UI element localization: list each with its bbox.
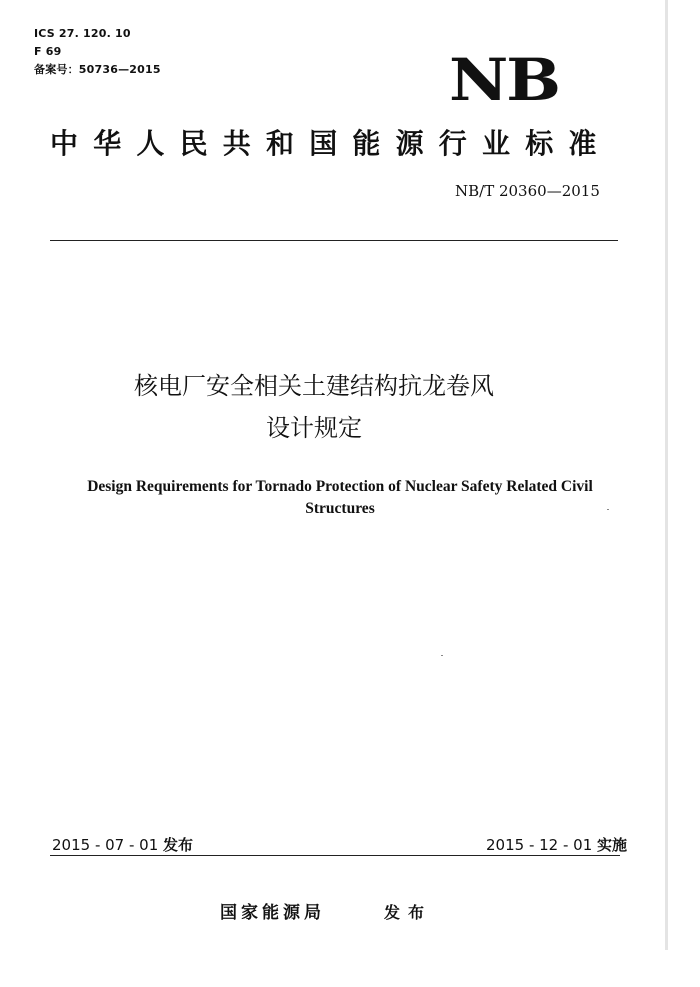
- effective-date: 2015 - 12 - 01: [486, 836, 593, 854]
- publisher: 国家能源局: [220, 903, 325, 923]
- classification-code: F 69: [34, 45, 62, 58]
- scan-speck: [607, 509, 609, 510]
- publish-label: 发布: [384, 903, 433, 922]
- filing-number: 备案号：50736—2015: [34, 63, 161, 76]
- english-title-line-2: Structures: [305, 500, 375, 517]
- issue-date-suffix: 发布: [163, 836, 194, 854]
- issue-date: 2015 - 07 - 01: [52, 836, 159, 854]
- standard-category-title: 中华人民共和国能源行业标准: [50, 127, 612, 160]
- bottom-divider: [50, 855, 620, 856]
- chinese-title-line-1: 核电厂安全相关土建结构抗龙卷风: [134, 372, 494, 400]
- effective-date-block: [486, 836, 627, 854]
- ics-code: ICS 27. 120. 10: [34, 27, 131, 40]
- scan-speck: [441, 655, 443, 656]
- top-divider: [50, 240, 618, 241]
- standard-number: NB/T 20360—2015: [455, 182, 600, 200]
- nb-logo-text: NB: [449, 46, 559, 114]
- page-edge-shadow: [665, 0, 668, 950]
- chinese-title-line-2: 设计规定: [266, 414, 362, 442]
- english-title-line-1: Design Requirements for Tornado Protection of Nuclear Safety Related Civil: [87, 478, 593, 495]
- issue-date-block: [52, 836, 193, 854]
- nb-logo: [449, 46, 584, 114]
- effective-date-suffix: 实施: [597, 836, 628, 854]
